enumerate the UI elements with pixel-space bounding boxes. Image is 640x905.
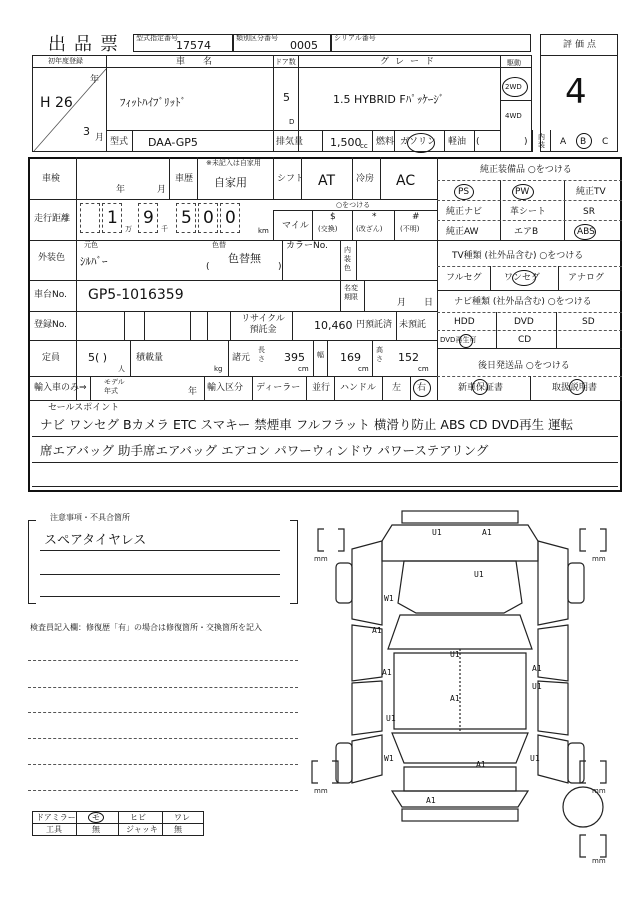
navi-item: DVD再生可 [440,336,477,344]
grade-value: 1.5 HYBRID Fﾊﾟｯｹｰｼﾞ [333,93,445,106]
parallel-option: 並行 [312,383,331,393]
mile-label: マイル [282,221,309,231]
width-value: 169 [340,351,361,364]
shaken-label: 車検 [42,174,61,184]
history-note: ※未記入は自家用 [206,159,261,167]
tv-item: アナログ [568,273,605,283]
inspector-label: 検査員記入欄：修復歴「有」の場合は修復箇所・交換箇所を記入 [30,623,262,632]
drive-2wd: 2WD [505,83,522,91]
docs-item: 取扱説明書 [552,383,598,393]
damage-mark: A1 [372,626,382,635]
hash-label: # [412,212,420,222]
tsuki-label: 月 [95,133,105,143]
diesel-label: 軽油 [448,137,467,147]
left-option: 左 [392,383,402,393]
orig-color-label: 元色 [84,241,98,249]
first-reg-label: 初年度登録 [48,57,83,65]
katashiki-label: 型式指定番号 [136,34,178,42]
diesel-paren-r: ) [524,137,528,147]
doors-label: ドア数 [275,58,296,66]
shaken-nen: 年 [116,185,126,195]
model-year-label: モデル年式 [104,378,125,395]
recycle-unpaid: 未預託 [399,320,427,330]
first-reg-month: 3 [83,125,90,138]
oem-item: PS [458,187,470,197]
orig-color-value: ｼﾙﾊﾞｰ [80,255,108,268]
oem-item: PW [515,187,530,197]
length-cm: cm [298,365,309,373]
navi-item: HDD [454,317,475,327]
model-year-nen: 年 [188,387,198,397]
ruibetsu-label: 類別区分番号 [236,34,278,42]
mileage-digit-2: 9 [143,208,154,228]
interior-color-label: 内装色 [344,246,351,272]
interior-c: C [602,137,609,147]
mirror-cell: ヒビ [130,813,146,822]
load-label: 積載量 [136,353,164,363]
dims-label: 諸元 [232,353,251,363]
doors-sub: D [289,118,295,126]
damage-mark: A1 [382,668,392,677]
oem-item: 純正TV [576,187,606,197]
mileage-digit-4: 0 [203,208,214,228]
load-unit: kg [214,365,223,373]
tv-item: ワンセグ [504,273,541,283]
fuel-circle [407,133,435,153]
sen-label: 千 [161,225,168,233]
damage-mark: A1 [476,760,486,769]
serial-label: シリアル番号 [334,34,376,42]
model-value: DAA-GP5 [148,136,198,149]
form-title: 出品票 [48,34,126,55]
star-label: * [372,212,377,222]
height-cm: cm [418,365,429,373]
right-option: 右 [417,383,427,393]
damage-mark: A1 [532,664,542,673]
height-label: 高さ [376,346,383,363]
docs-manual-circle [569,379,585,395]
notes-value: スペアタイヤレス [44,533,147,548]
capacity-unit: 人 [118,365,125,373]
docs-title: 後日発送品 ○をつける [478,361,570,371]
damage-mark: U1 [432,528,442,537]
oem-item: エアB [514,227,539,237]
chassis-label: 車台No. [34,290,67,300]
interior-b: B [580,137,587,147]
fuel-label: 燃料 [376,137,395,147]
docs-warranty-circle [472,379,488,395]
score-value: 4 [565,72,587,112]
tv-title: TV種類 (社外品含む) ○をつける [452,251,584,261]
nen-label: 年 [90,75,100,85]
mileage-digit-3: 5 [181,208,192,228]
mm-label-5: mm [592,857,606,865]
damage-mark: W1 [384,594,394,603]
repaint-paren-l: ( [206,262,210,272]
chassis-value: GP5-1016359 [88,287,184,303]
navi-item: DVD [514,317,534,327]
name-value: ﾌｨｯﾄﾊｲﾌﾞﾘｯﾄﾞ [120,96,186,109]
oem-item: SR [583,207,595,217]
width-cm: cm [358,365,369,373]
color-no-label: カラーNo. [286,241,328,251]
damage-mark: U1 [386,714,396,723]
mirror-cell: ワレ [174,813,190,822]
navi-item: SD [582,317,595,327]
import-type-label: 輸入区分 [207,383,244,393]
car-damage-diagram [300,505,620,865]
grade-label: グレード [380,57,441,67]
tv-item: フルセグ [446,273,482,283]
shift-label: シフト [277,174,305,184]
mirror-cell: 工具 [46,825,62,834]
damage-mark: U1 [474,570,484,579]
navi-item: CD [518,335,532,345]
interior-label: 内装 [538,133,545,149]
mirror-cell: ジャッキ [126,825,158,834]
mirror-cell: ドアミラー [36,813,76,822]
repaint-value: 色替無 [228,252,261,265]
mm-label-3: mm [314,787,328,795]
fuel-value: ガソリン [400,137,437,147]
damage-mark: U1 [530,754,540,763]
capacity-value: 5( ) [88,351,108,364]
history-label: 車歴 [175,174,194,184]
diesel-paren-l: ( [476,137,480,147]
displacement-unit: cc [360,142,368,150]
tsukeru-label: ○をつける [336,201,371,209]
notes-label: 注意事項・不具合箇所 [50,513,130,522]
oem-item: 純正ナビ [446,207,483,217]
damage-mark: U1 [532,682,542,691]
length-value: 395 [284,351,305,364]
oem-item: ABS [577,227,595,237]
dollar-sub: (交換) [318,225,338,233]
shift-value: AT [318,173,336,189]
recycle-label: リサイクル預託金 [241,314,285,335]
recycle-unit: 円預託済 [356,320,393,330]
drive-4wd: 4WD [505,112,522,120]
mm-label-1: mm [314,555,328,563]
star-sub: (改ざん) [356,225,383,233]
oem-title: 純正装備品 ○をつける [480,165,572,175]
capacity-label: 定員 [42,353,61,363]
mileage-digit-5: 0 [225,208,236,228]
score-label: 評価点 [563,40,600,50]
name-change-tsuki: 月 [397,298,407,308]
navi-dvd-circle [459,334,473,348]
dealer-option: ディーラー [256,383,301,393]
dollar-label: $ [330,212,336,222]
repaint-label: 色替 [212,241,226,249]
damage-mark: U1 [450,650,460,659]
damage-mark: A1 [482,528,492,537]
damage-mark: A1 [450,694,460,703]
drive-label: 駆動 [507,59,521,67]
navi-title: ナビ種類 (社外品含む) ○をつける [454,297,592,307]
name-change-label: 名変期限 [344,284,358,301]
man-label: 万 [125,225,132,233]
name-label: 車名 [176,57,231,67]
name-change-hi: 日 [424,298,434,308]
notes-bracket-right [290,520,298,604]
width-label: 幅 [317,351,324,359]
damage-mark: W1 [384,754,394,763]
docs-item: 新車保証書 [458,383,504,393]
reg-no-label: 登録No. [34,320,67,330]
shaken-tsuki: 月 [157,185,167,195]
oem-item: 純正AW [446,227,479,237]
displacement-value: 1,500 [330,136,362,149]
damage-mark: A1 [426,796,436,805]
handle-label: ハンドル [340,383,377,393]
displacement-label: 排気量 [276,137,304,147]
repaint-paren-r: ) [278,262,282,272]
notes-bracket-left [28,520,36,604]
first-reg-year: H 26 [40,95,73,111]
mirror-circle [88,812,104,823]
ac-value: AC [396,173,416,189]
mm-label-2: mm [592,555,606,563]
import-label: 輸入車のみ⇒ [34,383,87,393]
sales-line-2: 席エアバッグ 助手席エアバッグ エアコン パワーウィンドウ パワーステアリング [40,443,489,458]
sales-line-1: ナビ ワンセグ Bカメラ ETC スマキー 禁煙車 フルフラット 横滑り防止 ABS CD DVD再生 運転 [40,417,574,432]
interior-a: A [560,137,567,147]
model-label: 型式 [110,137,129,147]
mileage-digit-box [80,203,100,233]
oem-item: 革シート [510,207,547,217]
mirror-cell: 無 [174,825,182,834]
doors-value: 5 [283,91,290,104]
length-label: 長さ [258,346,265,363]
hash-sub: (不明) [400,225,420,233]
color-label: 外装色 [38,253,66,263]
km-label: km [258,227,269,235]
mirror-cell: 無 [92,825,100,834]
ac-label: 冷房 [356,174,375,184]
mileage-digit-1: 1 [107,208,118,228]
katashiki-value: 17574 [176,39,211,52]
mileage-label: 走行距離 [34,214,71,224]
sales-label: セールスポイント [48,403,120,413]
ruibetsu-value: 0005 [290,39,318,52]
mirror-cell: モ [92,813,100,822]
mm-label-4: mm [592,787,606,795]
history-value: 自家用 [214,176,247,189]
recycle-value: 10,460 [314,319,353,332]
height-value: 152 [398,351,419,364]
